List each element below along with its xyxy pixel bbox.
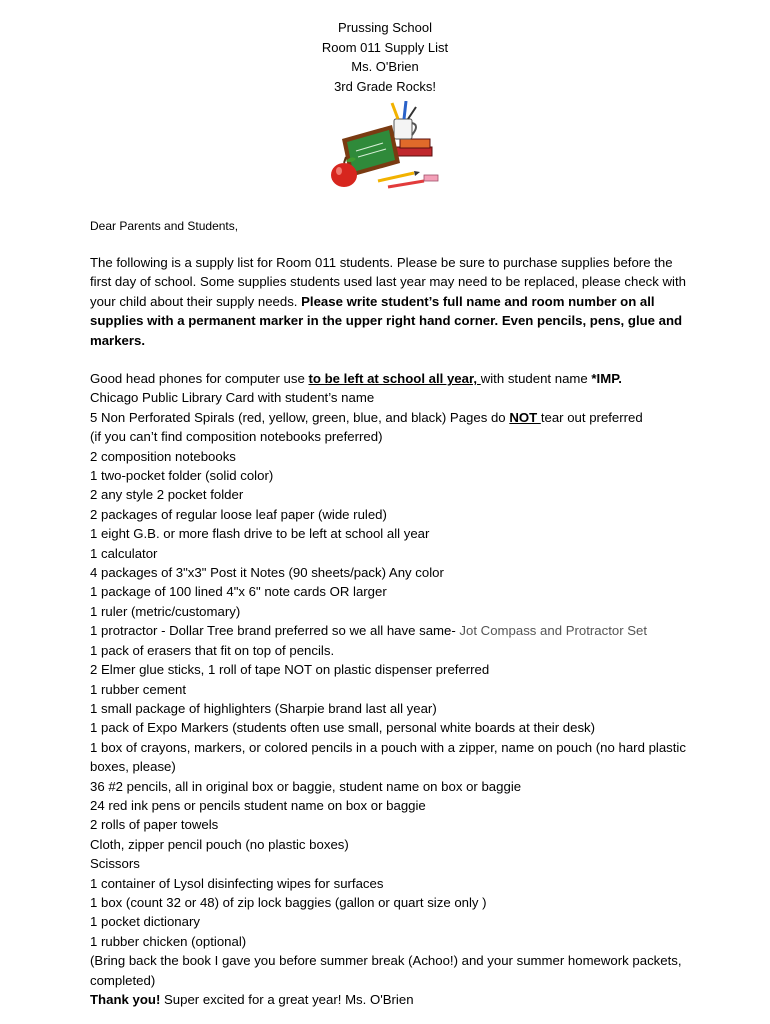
list-item: Scissors xyxy=(90,856,140,872)
list-item: 1 box of crayons, markers, or colored pencils in a pouch with a zipper, name on pouch (no hard plastic boxes, please) xyxy=(90,739,686,775)
list-item: 4 packages of 3"x3" Post it Notes (90 sheets/pack) Any color xyxy=(90,565,444,581)
item-text: 5 Non Perforated Spirals (red, yellow, green, blue, and black) Pages do xyxy=(90,409,510,425)
closing-thanks: Thank you! xyxy=(90,992,161,1007)
item-text: with student name xyxy=(480,371,592,386)
greeting: Dear Parents and Students, xyxy=(90,219,239,233)
list-item: 1 container of Lysol disinfecting wipes for surfaces xyxy=(90,875,384,891)
supply-list xyxy=(90,369,690,1009)
list-item: 2 rolls of paper towels xyxy=(90,817,219,833)
list-item: 2 packages of regular loose leaf paper (wide ruled) xyxy=(90,506,387,522)
school-name: Prussing School xyxy=(338,20,432,35)
list-item: 1 small package of highlighters (Sharpie brand last all year) xyxy=(90,700,437,716)
closing-text: Super excited for a great year! Ms. O'Brien xyxy=(160,992,414,1007)
list-item: 1 calculator xyxy=(90,545,158,561)
list-item xyxy=(90,408,690,427)
item-text: Good head phones for computer use xyxy=(90,371,309,386)
list-item: 1 eight G.B. or more flash drive to be left at school all year xyxy=(90,526,430,542)
list-item xyxy=(90,621,690,640)
list-item: 1 pack of Expo Markers (students often use small, personal white boards at their desk) xyxy=(90,720,596,736)
item-emphasis: to be left at school all year, xyxy=(308,371,481,386)
list-item: (if you can’t find composition notebooks preferred) xyxy=(90,429,383,445)
intro-paragraph xyxy=(90,253,690,350)
intro-text: The following is a supply list for Room 011 students. Please be sure to purchase supplies before the first day of school. Some supplies students used last year may need to be replaced, please check with your child about their supply needs. xyxy=(90,255,686,309)
closing-line xyxy=(90,990,690,1009)
list-item: 1 box (count 32 or 48) of zip lock baggies (gallon or quart size only ) xyxy=(90,894,487,910)
school-supplies-clipart xyxy=(328,101,442,191)
letter-header xyxy=(0,18,770,96)
list-item: 24 red ink pens or pencils student name on box or baggie xyxy=(90,797,426,813)
item-text: tear out preferred xyxy=(540,409,643,425)
list-item: 1 rubber cement xyxy=(90,681,187,697)
list-item: (Bring back the book I gave you before summer break (Achoo!) and your summer homework packets, completed) xyxy=(90,953,682,988)
list-item: 1 pocket dictionary xyxy=(90,914,200,930)
list-item: Cloth, zipper pencil pouch (no plastic boxes) xyxy=(90,836,349,852)
list-item: 36 #2 pencils, all in original box or baggie, student name on box or baggie xyxy=(90,778,522,794)
grade-motto: 3rd Grade Rocks! xyxy=(334,78,436,94)
list-item: 1 rubber chicken (optional) xyxy=(90,933,247,949)
list-item: 2 any style 2 pocket folder xyxy=(90,487,244,503)
list-item: 2 Elmer glue sticks, 1 roll of tape NOT on plastic dispenser preferred xyxy=(90,662,490,678)
list-item: 1 two-pocket folder (solid color) xyxy=(90,468,274,484)
item-product-name: Jot Compass and Protractor Set xyxy=(459,623,648,639)
item-text: 1 protractor - Dollar Tree brand preferred so we all have same- xyxy=(90,623,460,639)
room-title: Room 011 Supply List xyxy=(321,39,449,55)
list-item xyxy=(90,369,690,388)
teacher-name: Ms. O'Brien xyxy=(351,59,419,74)
item-emphasis: NOT xyxy=(509,409,541,425)
item-emphasis: *IMP. xyxy=(591,371,622,386)
list-item: 1 pack of erasers that fit on top of pencils. xyxy=(90,642,335,658)
list-item: 1 ruler (metric/customary) xyxy=(90,603,241,619)
list-item: 1 package of 100 lined 4"x 6" note cards OR larger xyxy=(90,584,387,600)
list-item: 2 composition notebooks xyxy=(90,448,236,464)
intro-bold-instruction: Please write student’s full name and room number on all supplies with a permanent marker in the upper right hand corner. Even pencils, pens, glue and markers. xyxy=(90,293,683,348)
list-item: Chicago Public Library Card with student’s name xyxy=(90,390,375,406)
